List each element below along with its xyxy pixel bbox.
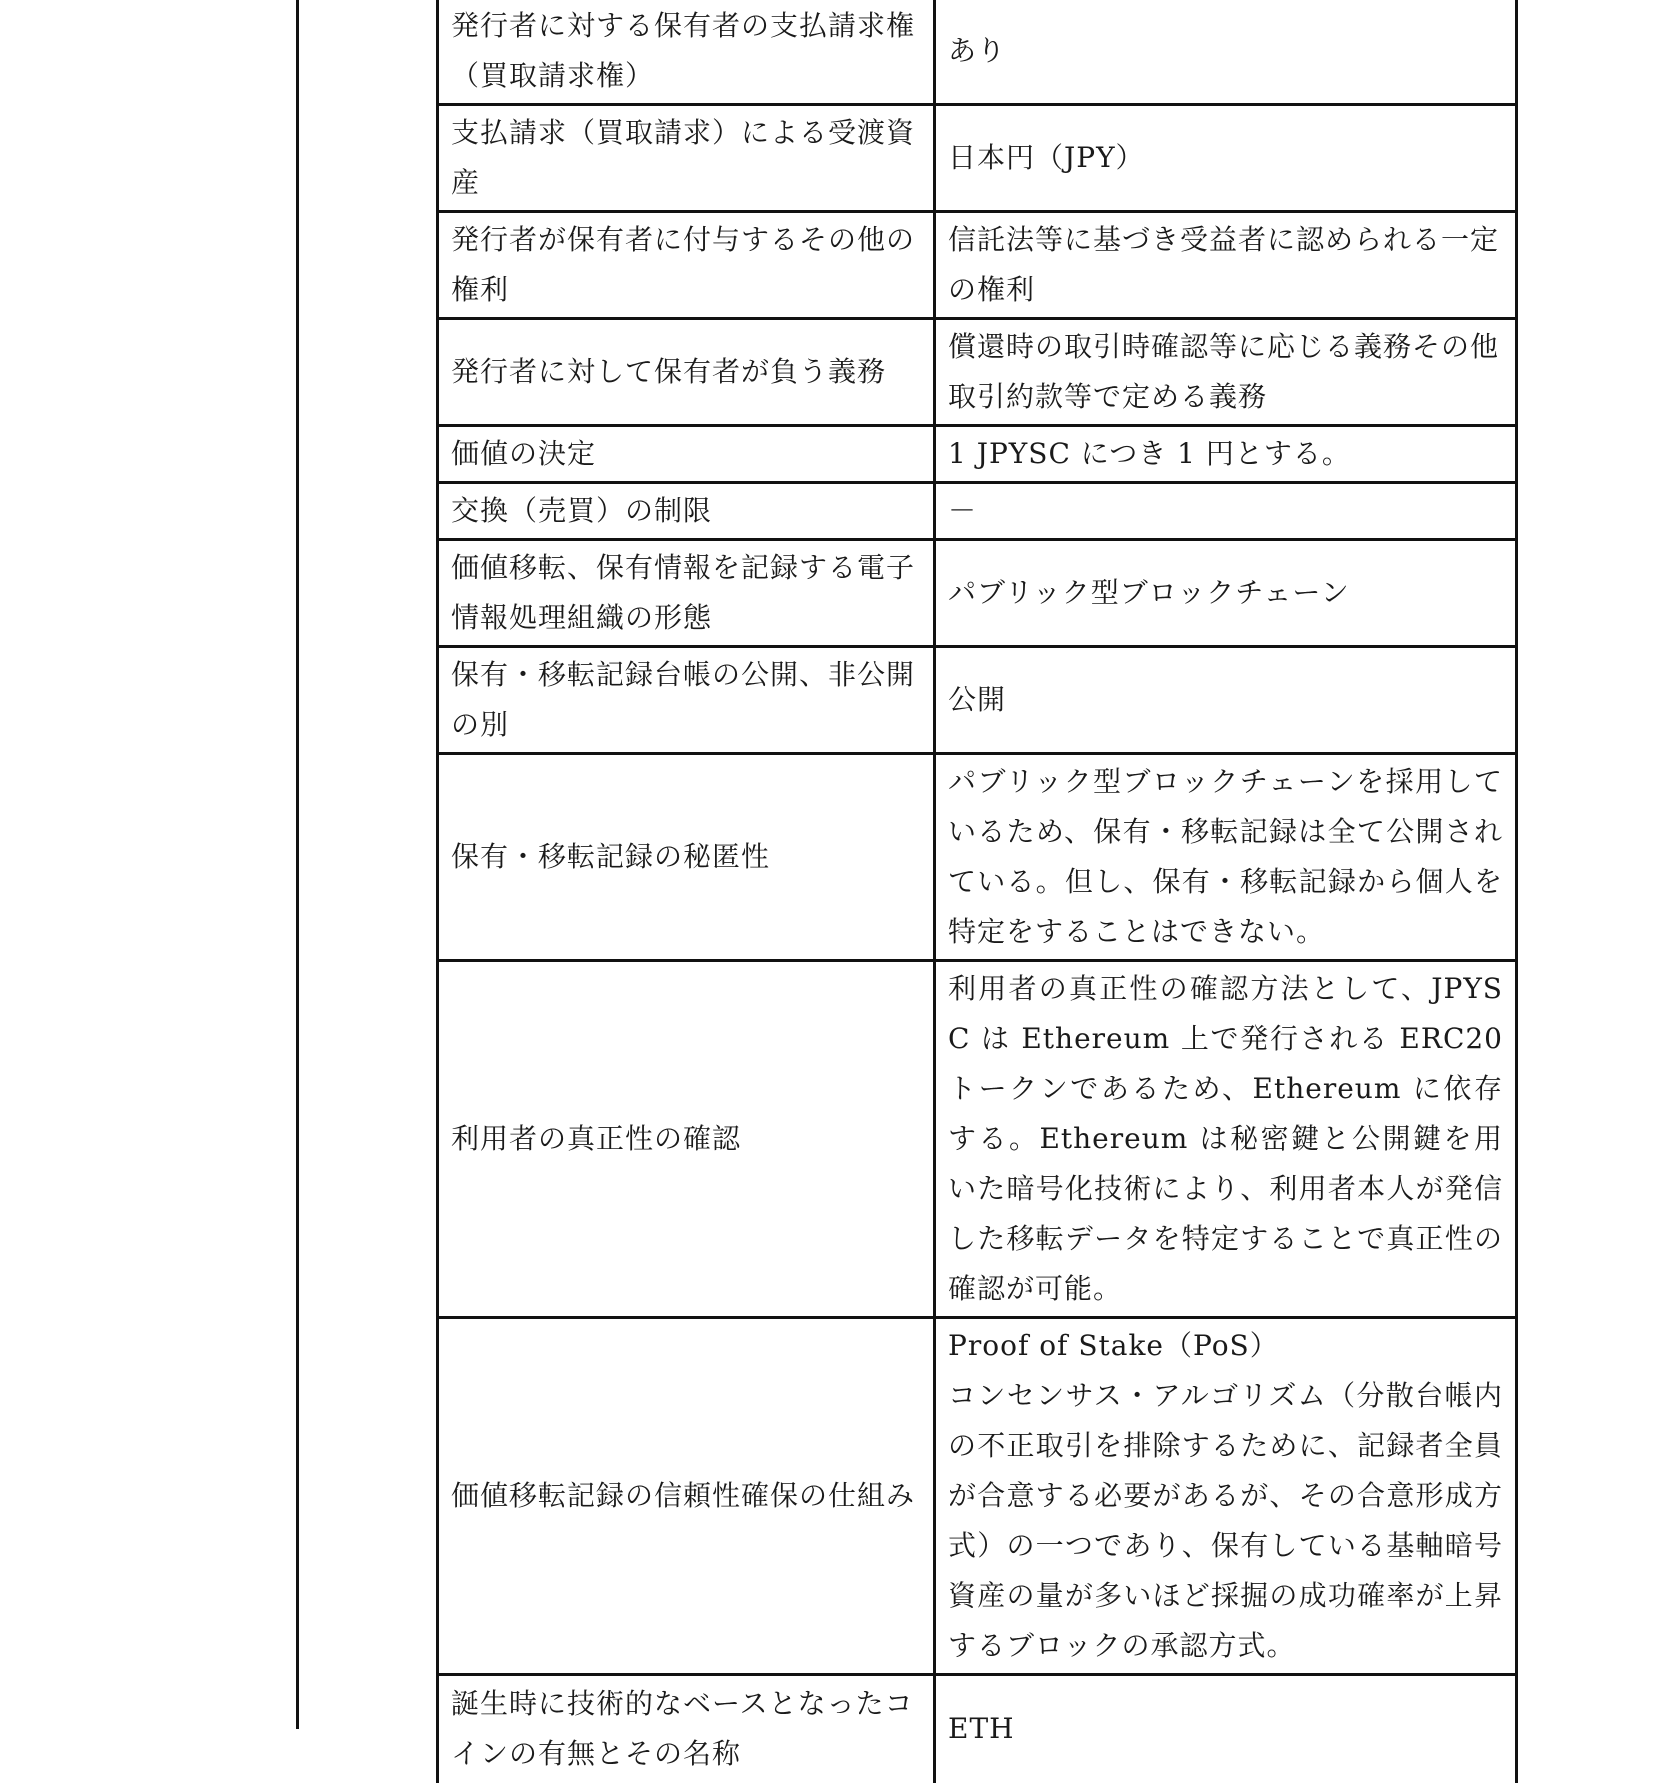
row-value: 公開 — [935, 647, 1517, 754]
row-label: 保有・移転記録台帳の公開、非公開の別 — [438, 647, 935, 754]
table-row — [438, 212, 1517, 319]
row-label: 発行者に対して保有者が負う義務 — [438, 319, 935, 426]
row-value: 日本円（JPY） — [935, 105, 1517, 212]
token-spec-table — [436, 0, 1518, 1783]
table-row — [438, 105, 1517, 212]
row-value: 利用者の真正性の確認方法として、JPYSC は Ethereum 上で発行される ERC20 トークンであるため、Ethereum に依存する。Ethereum は秘密鍵と公開鍵を用いた暗号化技術により、利用者本人が発信した移転データを特定することで真正性の確認が可能。 — [935, 961, 1517, 1318]
row-value: パブリック型ブロックチェーン — [935, 540, 1517, 647]
row-label: 発行者に対する保有者の支払請求権（買取請求権） — [438, 0, 935, 105]
row-label: 発行者が保有者に付与するその他の権利 — [438, 212, 935, 319]
table-row — [438, 483, 1517, 540]
row-value — [935, 1318, 1517, 1675]
row-label: 価値移転記録の信頼性確保の仕組み — [438, 1318, 935, 1675]
row-value: － — [935, 483, 1517, 540]
row-value: ETH — [935, 1675, 1517, 1783]
row-value: パブリック型ブロックチェーンを採用しているため、保有・移転記録は全て公開されている。但し、保有・移転記録から個人を特定をすることはできない。 — [935, 754, 1517, 961]
table-row — [438, 647, 1517, 754]
table-row — [438, 961, 1517, 1318]
row-value: あり — [935, 0, 1517, 105]
row-label: 保有・移転記録の秘匿性 — [438, 754, 935, 961]
row-label: 誕生時に技術的なベースとなったコインの有無とその名称 — [438, 1675, 935, 1783]
row-label: 交換（売買）の制限 — [438, 483, 935, 540]
page-left-border — [296, 0, 299, 1729]
row-value: 1 JPYSC につき 1 円とする。 — [935, 426, 1517, 483]
table-row — [438, 540, 1517, 647]
row-value: 信託法等に基づき受益者に認められる一定の権利 — [935, 212, 1517, 319]
consensus-name: Proof of Stake（PoS） — [948, 1329, 1279, 1362]
table-row — [438, 754, 1517, 961]
row-value: 償還時の取引時確認等に応じる義務その他取引約款等で定める義務 — [935, 319, 1517, 426]
row-label: 利用者の真正性の確認 — [438, 961, 935, 1318]
table-row — [438, 319, 1517, 426]
row-label: 支払請求（買取請求）による受渡資産 — [438, 105, 935, 212]
row-label: 価値移転、保有情報を記録する電子情報処理組織の形態 — [438, 540, 935, 647]
consensus-description: コンセンサス・アルゴリズム（分散台帳内の不正取引を排除するために、記録者全員が合意する必要があるが、その合意形成方式）の一つであり、保有している基軸暗号資産の量が多いほど採掘の成功確率が上昇するブロックの承認方式。 — [948, 1379, 1503, 1662]
table-row — [438, 0, 1517, 105]
table-row — [438, 1318, 1517, 1675]
row-label: 価値の決定 — [438, 426, 935, 483]
table-row — [438, 426, 1517, 483]
